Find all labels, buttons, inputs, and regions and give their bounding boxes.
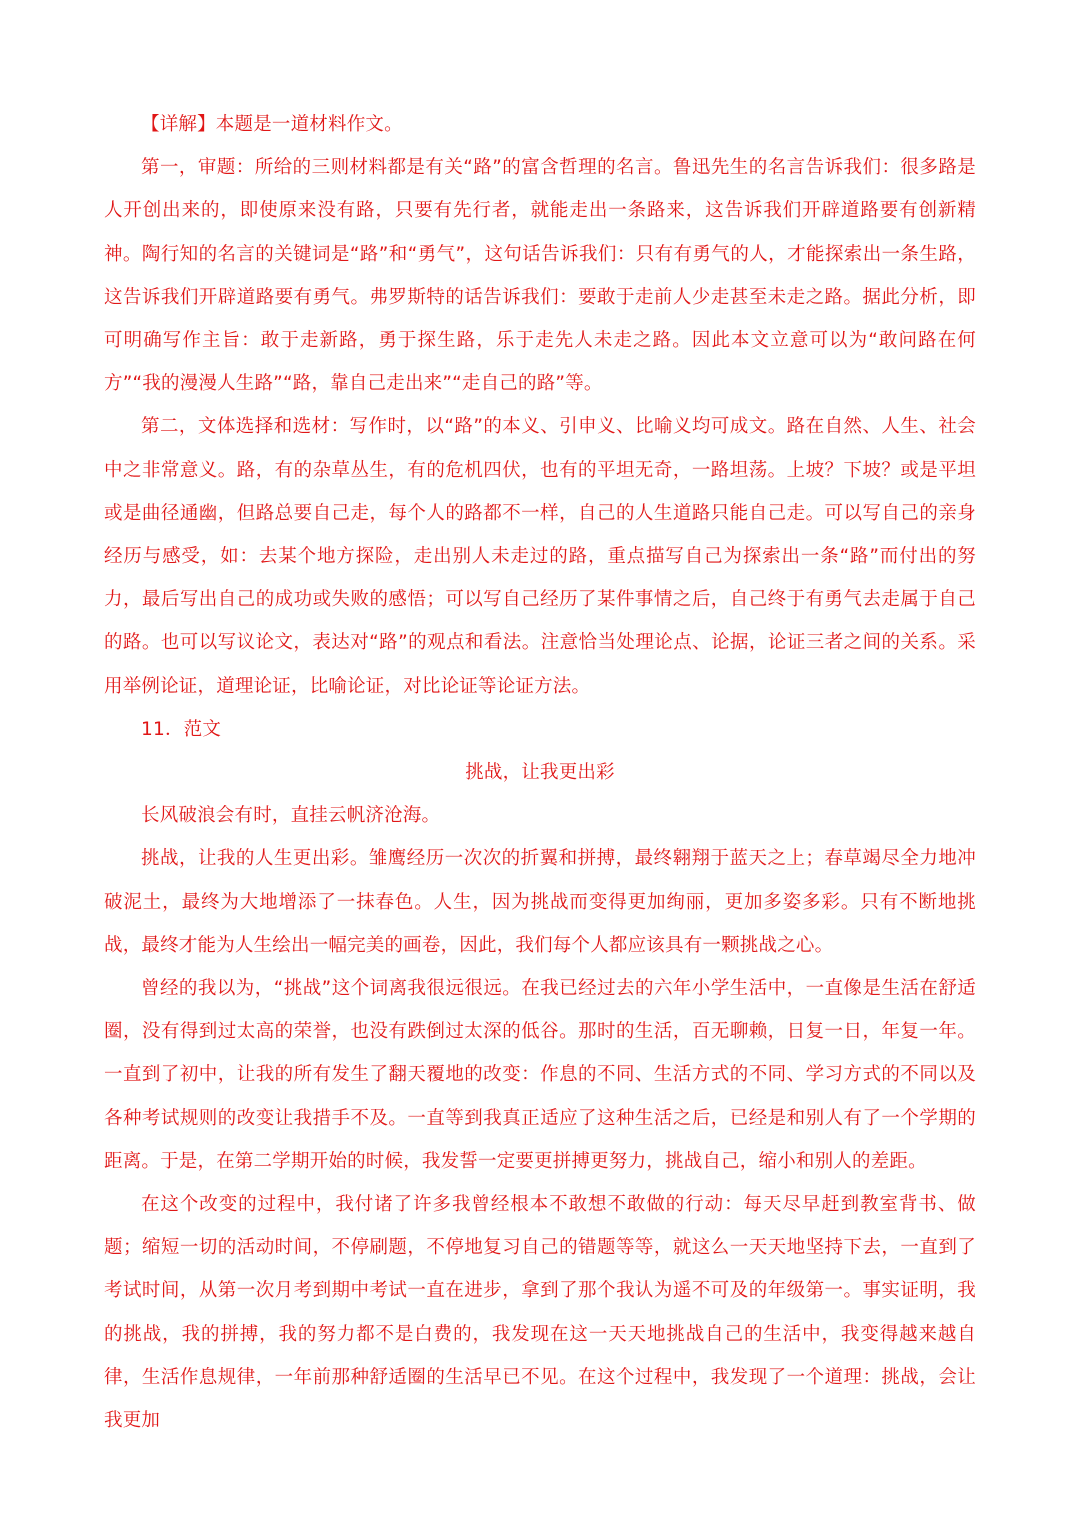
essay-paragraph: 长风破浪会有时，直挂云帆济沧海。 [141,805,441,827]
essay-paragraph: 曾经的我以为，“挑战”这个词离我很远很远。在我已经过去的六年小学生活中，一直像是生活在舒适圈，没有得到过太高的荣誉，也没有跌倒过太深的低谷。那时的生活，百无聊赖，日复一日，年复一年。一直到了初中，让我的所有发生了翻天覆地的改变：作息的不同、生活方式的不同、学习方式的不同以及各种考试规则的改变让我措手不及。一直等到我真正适应了这种生活之后，已经是和别人有了一个学期的距离。于是，在第二学期开始的时候，我发誓一定要更拼搏更努力，挑战自己，缩小和别人的差距。 [104,978,976,1172]
essay-title: 挑战，让我更出彩 [465,762,615,784]
essay-paragraph: 挑战，让我的人生更出彩。雏鹰经历一次次的折翼和拼搏，最终翱翔于蓝天之上；春草竭尽全力地冲破泥土，最终为大地增添了一抹春色。人生，因为挑战而变得更加绚丽，更加多姿多彩。只有不断地挑战，最终才能为人生绘出一幅完美的画卷，因此，我们每个人都应该具有一颗挑战之心。 [104,848,976,956]
detail-heading: 【详解】本题是一道材料作文。 [141,114,403,135]
analysis-paragraph-1: 第一，审题：所给的三则材料都是有关“路”的富含哲理的名言。鲁迅先生的名言告诉我们：很多路是人开创出来的，即使原来没有路，只要有先行者，就能走出一条路来，这告诉我们开辟道路要有创新精神。陶行知的名言的关键词是“路”和“勇气”，这句话告诉我们：只有有勇气的人，才能探索出一条生路，这告诉我们开辟道路要有勇气。弗罗斯特的话告诉我们：要敢于走前人少走甚至未走之路。据此分析，即可明确写作主旨：敢于走新路，勇于探生路，乐于走先人未走之路。因此本文立意可以为“敢问路在何方”“我的漫漫人生路”“路，靠自己走出来”“走自己的路”等。 [104,157,976,395]
essay-paragraph: 在这个改变的过程中，我付诸了许多我曾经根本不敢想不敢做的行动：每天尽早赶到教室背书、做题；缩短一切的活动时间，不停刷题，不停地复习自己的错题等等，就这么一天天地坚持下去，一直到了考试时间，从第一次月考到期中考试一直在进步，拿到了那个我认为遥不可及的年级第一。事实证明，我的挑战，我的拼搏，我的努力都不是白费的，我发现在这一天天地挑战自己的生活中，我变得越来越自律，生活作息规律，一年前那种舒适圈的生活早已不见。在这个过程中，我发现了一个道理：挑战，会让我更加 [104,1194,976,1432]
document-page [104,103,976,1442]
analysis-paragraph-2: 第二，文体选择和选材：写作时，以“路”的本义、引申义、比喻义均可成文。路在自然、人生、社会中之非常意义。路，有的杂草丛生，有的危机四伏，也有的平坦无奇，一路坦荡。上坡？下坡？或是平坦或是曲径通幽，但路总要自己走，每个人的路都不一样，自己的人生道路只能自己走。可以写自己的亲身经历与感受，如：去某个地方探险，走出别人未走过的路，重点描写自己为探索出一条“路”而付出的努力，最后写出自己的成功或失败的感悟；可以写自己经历了某件事情之后，自己终于有勇气去走属于自己的路。也可以写议论文，表达对“路”的观点和看法。注意恰当处理论点、论据，论证三者之间的关系。采用举例论证，道理论证，比喻论证，对比论证等论证方法。 [104,416,976,697]
sample-essay-label: 11．范文 [141,718,222,740]
